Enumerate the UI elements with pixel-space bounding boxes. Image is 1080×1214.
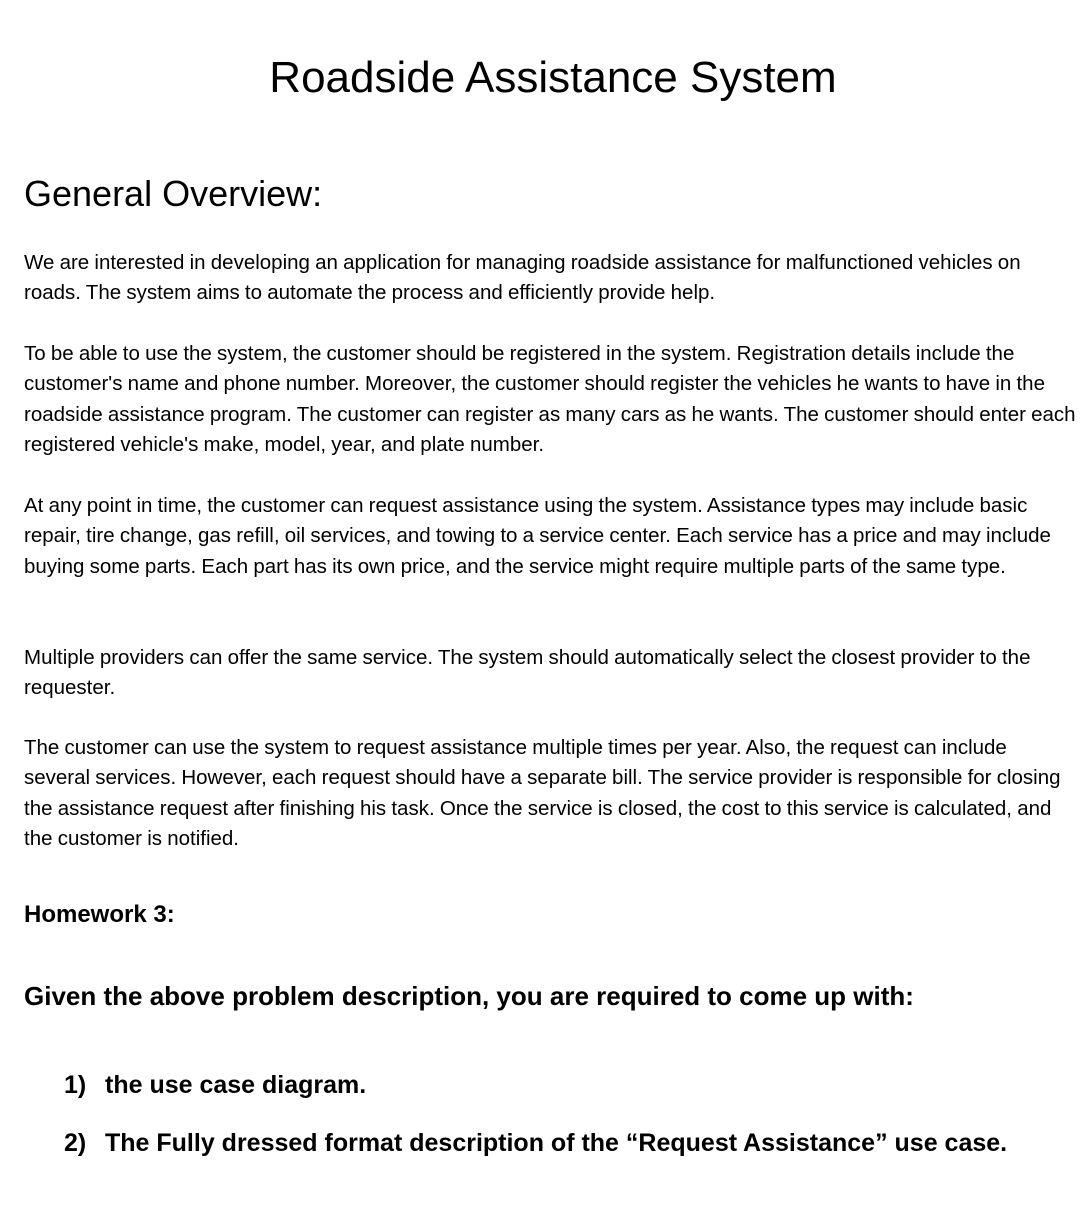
task-number: 1)	[64, 1071, 87, 1099]
assignment-prompt: Given the above problem description, you are required to come up with:	[24, 981, 914, 1011]
homework-heading: Homework 3:	[24, 901, 175, 928]
task-list	[0, 1056, 1080, 1172]
task-item-fully-dressed-description	[0, 1114, 1080, 1172]
overview-paragraph-3: At any point in time, the customer can request assistance using the system. Assistance types may include basic repair, tire change, gas refill, oil services, and towing to a service center. Each service has a price and may include buying some parts. Each part has its own price, and the service might require multiple parts of the same type.	[24, 494, 1051, 578]
overview-paragraph-4: Multiple providers can offer the same service. The system should automatically select the closest provider to the requester.	[24, 646, 1031, 700]
general-overview-heading: General Overview:	[24, 173, 323, 214]
task-item-use-case-diagram	[0, 1056, 1080, 1114]
task-text: The Fully dressed format description of the “Request Assistance” use case.	[105, 1129, 1008, 1157]
overview-paragraph-5: The customer can use the system to request assistance multiple times per year. Also, the request can include several services. However, each request should have a separate bill. The service provider is responsible for closing the assistance request after finishing his task. Once the service is closed, the cost to this service is calculated, and the customer is notified.	[24, 736, 1061, 851]
overview-paragraph-2: To be able to use the system, the customer should be registered in the system. Registration details include the customer's name and phone number. Moreover, the customer should register the vehicles he wants to have in the roadside assistance program. The customer can register as many cars as he wants. The customer should enter each registered vehicle's make, model, year, and plate number.	[24, 342, 1076, 457]
task-text: the use case diagram.	[105, 1071, 367, 1099]
task-number: 2)	[64, 1129, 87, 1157]
overview-paragraph-1: We are interested in developing an application for managing roadside assistance for malfunctioned vehicles on roads. The system aims to automate the process and efficiently provide help.	[24, 251, 1021, 305]
document-title: Roadside Assistance System	[269, 53, 837, 102]
